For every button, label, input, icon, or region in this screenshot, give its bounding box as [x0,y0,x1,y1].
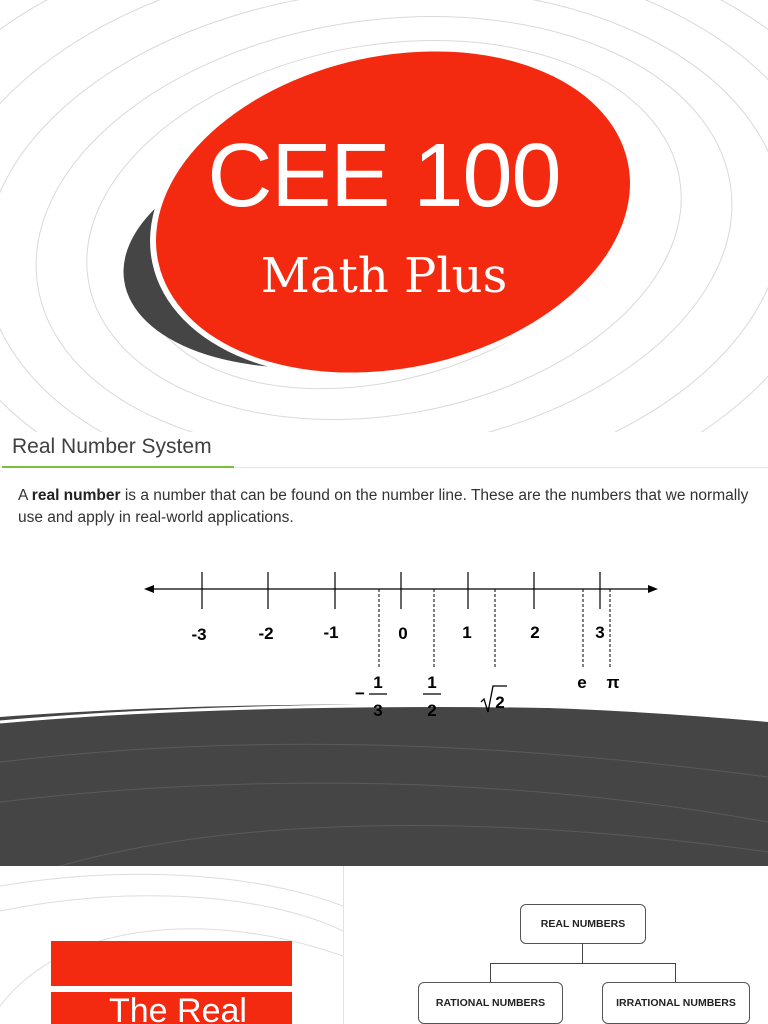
neg-sign: − [355,684,365,703]
tree-connector [582,943,583,963]
number-line [0,552,768,732]
e-label: e [577,673,587,692]
tree-connector [675,963,676,982]
heading-underline [2,466,234,468]
neg-third-denominator: 3 [373,701,383,720]
course-name: Math Plus [260,248,508,304]
tick-label-neg2: -2 [258,624,274,643]
tick-label-2: 2 [530,623,540,642]
real-numbers-box: REAL NUMBERS [520,904,646,944]
tick-label-neg3: -3 [191,625,207,644]
half-denominator: 2 [427,701,437,720]
tick-label-neg1: -1 [323,623,339,642]
real-number-slide [0,432,768,866]
half-numerator: 1 [427,673,437,692]
irrational-numbers-box: IRRATIONAL NUMBERS [602,982,750,1024]
red-banner-bottom [51,992,292,1024]
definition-text: A real number is a number that can be found on the number line. These are the numbers that we normally use and apply in real-world applications. [18,487,749,526]
bottom-slides [0,866,768,1024]
pi-label: π [606,673,620,692]
heading-rule [234,467,768,468]
real-number-term: real number [31,487,121,504]
neg-third-numerator: 1 [373,673,383,692]
tick-label-1: 1 [462,623,472,642]
slide-divider [343,866,344,1024]
rational-numbers-box: RATIONAL NUMBERS [418,982,563,1024]
section-heading: Real Number System [12,435,212,458]
course-code: CEE 100 [207,126,561,226]
tree-connector [490,963,491,982]
tick-label-3: 3 [595,623,605,642]
tree-connector [490,963,676,964]
sqrt-two-radicand: 2 [495,693,505,712]
tick-label-0: 0 [398,624,408,643]
red-banner-top [51,941,292,986]
title-slide [0,0,768,432]
banner-text: The Real [109,992,247,1024]
